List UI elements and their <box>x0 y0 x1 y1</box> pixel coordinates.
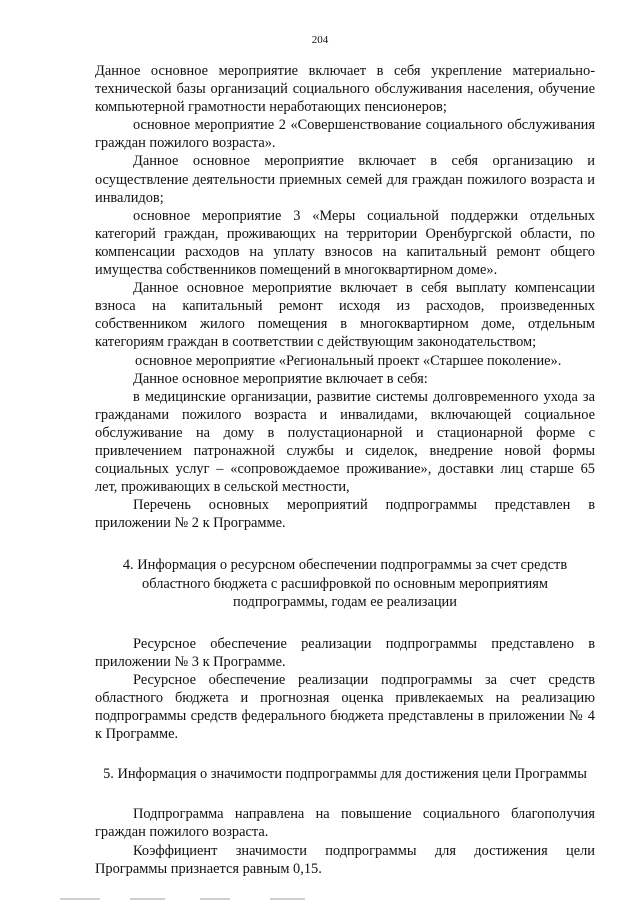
paragraph: основное мероприятие 2 «Совершенствование социального обслуживания граждан пожилого возраста». <box>95 117 595 152</box>
paragraph: Ресурсное обеспечение реализации подпрограммы за счет средств областного бюджета и прогнозная оценка привлекаемых на реализацию подпрограммы средств федерального бюджета представлены в приложении № 4 к Программе. <box>95 671 595 743</box>
paragraph: Данное основное мероприятие включает в себя укрепление материально-технической базы организаций социального обслуживания населения, обучение компьютерной грамотности неработающих пенсионеров; <box>95 63 595 116</box>
scan-artifacts <box>60 898 580 904</box>
page-number: 204 <box>311 34 329 46</box>
paragraph: основное мероприятие 3 «Меры социальной поддержки отдельных категорий граждан, проживающих на территории Оренбургской области, по компенсации расходов на уплату взносов на капитальный ремонт общего имущества собственников помещений в многоквартирном доме». <box>95 207 595 279</box>
paragraph: Подпрограмма направлена на повышение социального благополучия граждан пожилого возраста. <box>95 806 595 841</box>
paragraph: Данное основное мероприятие включает в себя выплату компенсации взноса на капитальный ремонт исходя из расходов, произведенных собственником жилого помещения в многоквартирном доме, отдельным категориям граждан в соответствии с действующим законодательством; <box>95 280 595 351</box>
paragraph: Ресурсное обеспечение реализации подпрограммы представлено в приложении № 3 к Программе. <box>95 635 595 670</box>
paragraph: Коэффициент значимости подпрограммы для достижения цели Программы признается равным 0,15. <box>95 842 595 877</box>
paragraph: Данное основное мероприятие включает в себя организацию и осуществление деятельности приемных семей для граждан пожилого возраста и инвалидов; <box>95 153 595 206</box>
section-heading-4: 4. Информация о ресурсном обеспечении подпрограммы за счет средств областного бюджета с расшифровкой по основным мероприятиям подпрограммы, годам ее реализации <box>122 557 568 610</box>
paragraph: основное мероприятие «Региональный проект «Старшее поколение». <box>135 352 562 369</box>
section-heading-5: 5. Информация о значимости подпрограммы для достижения цели Программы <box>103 766 587 783</box>
paragraph: Перечень основных мероприятий подпрограммы представлен в приложении № 2 к Программе. <box>95 497 595 532</box>
paragraph: в медицинские организации, развитие системы долговременного ухода за гражданами пожилого возраста и инвалидами, включающей социальное обслуживание на дому в полустационарной и стационарной форме с привлечением патронажной службы и сиделок, внедрение новой формы социальных услуг – «сопровождаемое проживание», доставки лиц старше 65 лет, проживающих в сельской местности, <box>95 388 595 496</box>
paragraph: Данное основное мероприятие включает в себя: <box>133 370 428 387</box>
document-body <box>95 62 595 878</box>
